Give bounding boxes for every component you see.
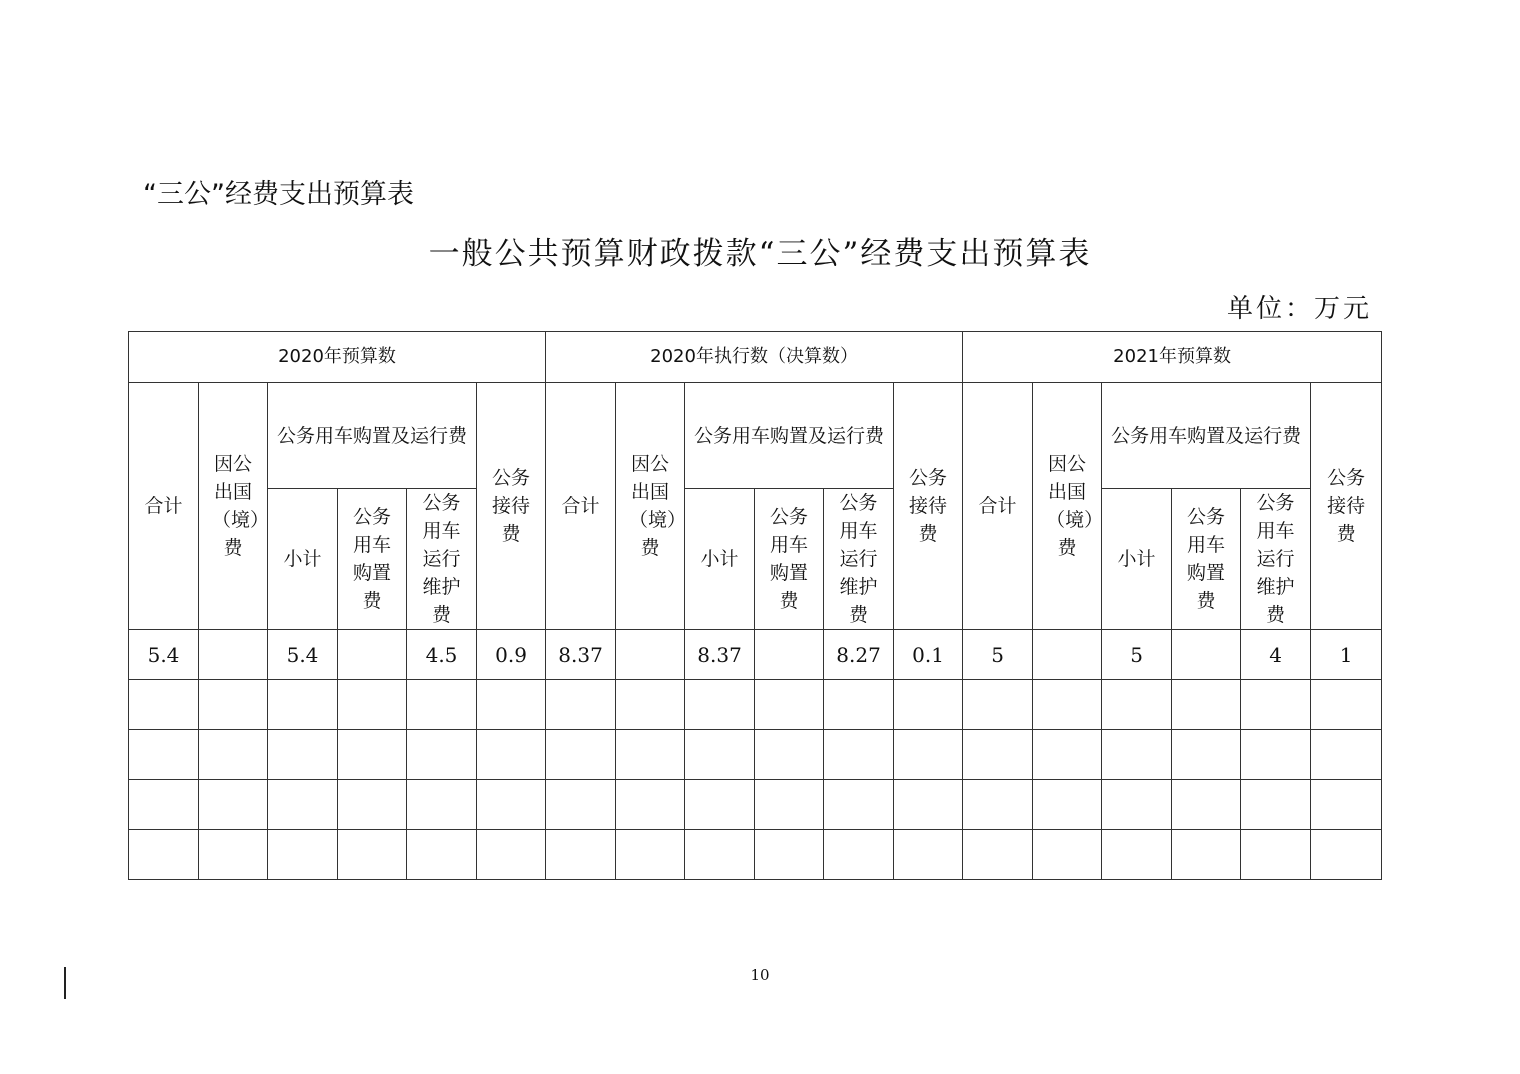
table-cell xyxy=(199,680,268,730)
table-cell xyxy=(616,780,685,830)
table-row xyxy=(129,730,1382,780)
table-cell xyxy=(755,780,824,830)
table-cell: 0.9 xyxy=(477,630,546,680)
col-reception: 公务接待费 xyxy=(894,383,963,630)
table-cell xyxy=(755,630,824,680)
header-row-subcategories xyxy=(129,489,1382,630)
table-cell xyxy=(1172,680,1241,730)
table-cell xyxy=(963,830,1033,880)
col-total: 合计 xyxy=(963,383,1033,630)
table-cell xyxy=(1102,830,1172,880)
table-cell xyxy=(407,780,477,830)
table-cell xyxy=(268,730,338,780)
table-cell: 4 xyxy=(1241,630,1311,680)
table-cell xyxy=(1241,680,1311,730)
table-cell xyxy=(1311,830,1382,880)
table-cell xyxy=(685,780,755,830)
table-cell xyxy=(477,780,546,830)
table-cell xyxy=(685,680,755,730)
header-row-categories xyxy=(129,383,1382,489)
table-cell: 5 xyxy=(1102,630,1172,680)
table-cell xyxy=(1241,780,1311,830)
budget-table xyxy=(128,331,1382,880)
table-cell xyxy=(546,680,616,730)
table-cell xyxy=(477,680,546,730)
table-cell xyxy=(1033,830,1102,880)
group-header-2020-budget: 2020年预算数 xyxy=(129,332,546,383)
section-heading: “三公”经费支出预算表 xyxy=(143,179,414,210)
table-cell xyxy=(407,730,477,780)
col-purchase: 公务用车购置费 xyxy=(755,489,824,630)
table-cell xyxy=(1102,780,1172,830)
table-cell xyxy=(129,780,199,830)
table-cell xyxy=(616,680,685,730)
table-cell xyxy=(963,780,1033,830)
table-cell xyxy=(1033,680,1102,730)
table-cell xyxy=(477,830,546,880)
table-cell xyxy=(894,830,963,880)
table-cell xyxy=(1172,730,1241,780)
table-cell xyxy=(546,780,616,830)
table-cell xyxy=(1311,730,1382,780)
table-cell: 5.4 xyxy=(129,630,199,680)
table-body xyxy=(129,630,1382,880)
table-cell xyxy=(1311,780,1382,830)
group-header-2021-budget: 2021年预算数 xyxy=(963,332,1382,383)
unit-label: 单位：万元 xyxy=(1226,294,1372,324)
table-cell xyxy=(338,830,407,880)
col-purchase: 公务用车购置费 xyxy=(1172,489,1241,630)
table-cell xyxy=(1172,830,1241,880)
table-cell xyxy=(824,730,894,780)
table-cell xyxy=(199,830,268,880)
page-title: 一般公共预算财政拨款“三公”经费支出预算表 xyxy=(428,236,1092,272)
table-cell: 5 xyxy=(963,630,1033,680)
page-number: 10 xyxy=(750,966,770,984)
table-cell xyxy=(824,780,894,830)
table-cell xyxy=(894,680,963,730)
table-cell xyxy=(755,680,824,730)
table-cell xyxy=(1033,780,1102,830)
col-maintenance: 公务用车运行维护费 xyxy=(824,489,894,630)
table-cell xyxy=(407,680,477,730)
col-overseas: 因公出国（境）费 xyxy=(1033,383,1102,630)
table-cell xyxy=(1241,830,1311,880)
table-cell xyxy=(407,830,477,880)
col-overseas: 因公出国（境）费 xyxy=(199,383,268,630)
group-header-2020-actual: 2020年执行数（决算数） xyxy=(546,332,963,383)
col-subtotal: 小计 xyxy=(268,489,338,630)
table-cell: 5.4 xyxy=(268,630,338,680)
table-cell xyxy=(1033,630,1102,680)
col-vehicle: 公务用车购置及运行费 xyxy=(1102,383,1311,489)
table-cell xyxy=(129,730,199,780)
table-cell xyxy=(1241,730,1311,780)
table-cell xyxy=(338,780,407,830)
table-cell xyxy=(616,830,685,880)
table-cell xyxy=(338,680,407,730)
col-reception: 公务接待费 xyxy=(1311,383,1382,630)
table-cell xyxy=(963,680,1033,730)
table-cell xyxy=(129,830,199,880)
table-cell xyxy=(268,780,338,830)
table-cell xyxy=(338,730,407,780)
table-cell xyxy=(129,680,199,730)
table-cell xyxy=(824,680,894,730)
table-cell xyxy=(1172,780,1241,830)
header-row-groups xyxy=(129,332,1382,383)
col-total: 合计 xyxy=(546,383,616,630)
table-row xyxy=(129,630,1382,680)
col-reception: 公务接待费 xyxy=(477,383,546,630)
col-maintenance: 公务用车运行维护费 xyxy=(407,489,477,630)
table-row xyxy=(129,780,1382,830)
col-total: 合计 xyxy=(129,383,199,630)
table-row xyxy=(129,830,1382,880)
table-cell xyxy=(546,730,616,780)
table-cell xyxy=(963,730,1033,780)
col-overseas: 因公出国（境）费 xyxy=(616,383,685,630)
table-cell xyxy=(338,630,407,680)
table-cell xyxy=(1311,680,1382,730)
table-cell: 0.1 xyxy=(894,630,963,680)
table-cell xyxy=(199,780,268,830)
table-cell xyxy=(1172,630,1241,680)
col-vehicle: 公务用车购置及运行费 xyxy=(685,383,894,489)
table-cell: 8.37 xyxy=(546,630,616,680)
table-cell xyxy=(1102,680,1172,730)
table-cell xyxy=(1033,730,1102,780)
table-cell xyxy=(616,630,685,680)
table-cell xyxy=(1102,730,1172,780)
table-row xyxy=(129,680,1382,730)
col-vehicle: 公务用车购置及运行费 xyxy=(268,383,477,489)
table-cell xyxy=(755,830,824,880)
col-subtotal: 小计 xyxy=(685,489,755,630)
table-cell xyxy=(824,830,894,880)
table-cell xyxy=(894,730,963,780)
table-cell xyxy=(199,630,268,680)
table-cell xyxy=(546,830,616,880)
table-cell: 8.37 xyxy=(685,630,755,680)
table-cell xyxy=(199,730,268,780)
table-cell xyxy=(685,730,755,780)
table-cell xyxy=(268,830,338,880)
table-cell: 4.5 xyxy=(407,630,477,680)
col-purchase: 公务用车购置费 xyxy=(338,489,407,630)
table-cell xyxy=(685,830,755,880)
table-cell: 8.27 xyxy=(824,630,894,680)
table-cell xyxy=(616,730,685,780)
table-cell xyxy=(477,730,546,780)
table-cell xyxy=(268,680,338,730)
table-cell: 1 xyxy=(1311,630,1382,680)
table-cell xyxy=(755,730,824,780)
table-cell xyxy=(894,780,963,830)
col-maintenance: 公务用车运行维护费 xyxy=(1241,489,1311,630)
col-subtotal: 小计 xyxy=(1102,489,1172,630)
